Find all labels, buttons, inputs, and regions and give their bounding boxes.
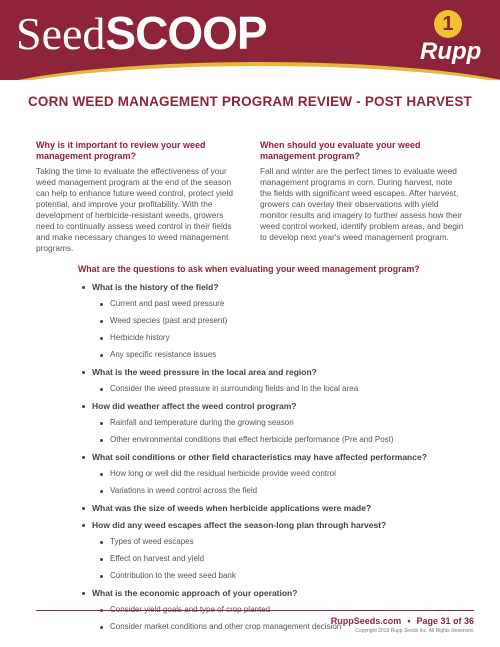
sub-list bbox=[92, 298, 472, 361]
sub-item: Contribution to the weed seed bank bbox=[110, 570, 472, 582]
sub-list bbox=[92, 383, 472, 395]
footer-page-number: Page 31 of 36 bbox=[416, 616, 474, 626]
sub-item: Weed species (past and present) bbox=[110, 315, 472, 327]
question-item bbox=[92, 502, 472, 514]
sub-item: Rainfall and temperature during the growing season bbox=[110, 417, 472, 429]
right-body: Fall and winter are the perfect times to evaluate weed management programs in corn. During harvest, note the fields with significant weed escapes. After harvest, growers can overlay their observations with yield monitor results and imagery to further assess how their weed control worked, identify problem areas, and begin to develop next year's weed management program. bbox=[260, 166, 464, 242]
question-item bbox=[92, 400, 472, 446]
sub-item: Consider market conditions and other crop management decision bbox=[110, 621, 472, 633]
sub-list bbox=[92, 417, 472, 446]
right-heading: When should you evaluate your weed management program? bbox=[260, 140, 421, 161]
sub-item: Any specific resistance issues bbox=[110, 349, 472, 361]
question-item bbox=[92, 281, 472, 361]
right-column bbox=[260, 140, 466, 243]
question-text: How did weather affect the weed control program? bbox=[92, 400, 472, 412]
footer-site-link[interactable]: RuppSeeds.com bbox=[330, 616, 402, 626]
question-item bbox=[92, 519, 472, 582]
left-body: Taking the time to evaluate the effectiveness of your weed management program at the end of the season can help to enhance future weed control, protect yield potential, and improve your profitability. With the development of herbicide-resistant weeds, growers need to continually assess weed control in their fields and make necessary changes to weed management programs. bbox=[36, 166, 233, 253]
logo-word: Rupp bbox=[420, 38, 482, 65]
brand-scoop: SCOOP bbox=[105, 7, 267, 59]
question-item bbox=[92, 451, 472, 497]
left-column bbox=[36, 140, 242, 254]
sub-item: Variations in weed control across the field bbox=[110, 485, 472, 497]
copyright: Copyright 2019 Rupp Seeds Inc. All Rights Reserved. bbox=[355, 628, 474, 634]
sub-list bbox=[92, 536, 472, 582]
brand-logo bbox=[16, 6, 267, 61]
brand-seed: Seed bbox=[16, 8, 106, 59]
left-heading: Why is it important to review your weed management program? bbox=[36, 140, 206, 161]
logo-mark: 1 bbox=[434, 10, 462, 38]
footer-divider bbox=[36, 610, 474, 611]
question-text: What was the size of weeds when herbicide applications were made? bbox=[92, 502, 472, 514]
sub-item: How long or well did the residual herbicide provide weed control bbox=[110, 468, 472, 480]
question-text: What soil conditions or other field characteristics may have affected performance? bbox=[92, 451, 472, 463]
sub-list bbox=[92, 468, 472, 497]
rupp-logo bbox=[414, 10, 484, 72]
footer bbox=[331, 616, 474, 626]
header-banner bbox=[0, 0, 500, 80]
footer-separator: • bbox=[407, 616, 411, 626]
sub-item: Current and past weed pressure bbox=[110, 298, 472, 310]
page-title: CORN WEED MANAGEMENT PROGRAM REVIEW - POST HARVEST bbox=[27, 94, 473, 109]
sub-item: Types of weed escapes bbox=[110, 536, 472, 548]
question-item bbox=[92, 366, 472, 395]
question-text: What is the economic approach of your operation? bbox=[92, 587, 472, 599]
question-text: What is the weed pressure in the local area and region? bbox=[92, 366, 472, 378]
question-text: What is the history of the field? bbox=[92, 281, 472, 293]
questions-list bbox=[92, 281, 472, 638]
questions-heading: What are the questions to ask when evaluating your weed management program? bbox=[78, 264, 420, 274]
sub-item: Herbicide history bbox=[110, 332, 472, 344]
question-text: How did any weed escapes affect the season-long plan through harvest? bbox=[92, 519, 472, 531]
sub-item: Other environmental conditions that effect herbicide performance (Pre and Post) bbox=[110, 434, 472, 446]
sub-item: Consider the weed pressure in surrounding fields and in the local area bbox=[110, 383, 472, 395]
sub-item: Effect on harvest and yield bbox=[110, 553, 472, 565]
